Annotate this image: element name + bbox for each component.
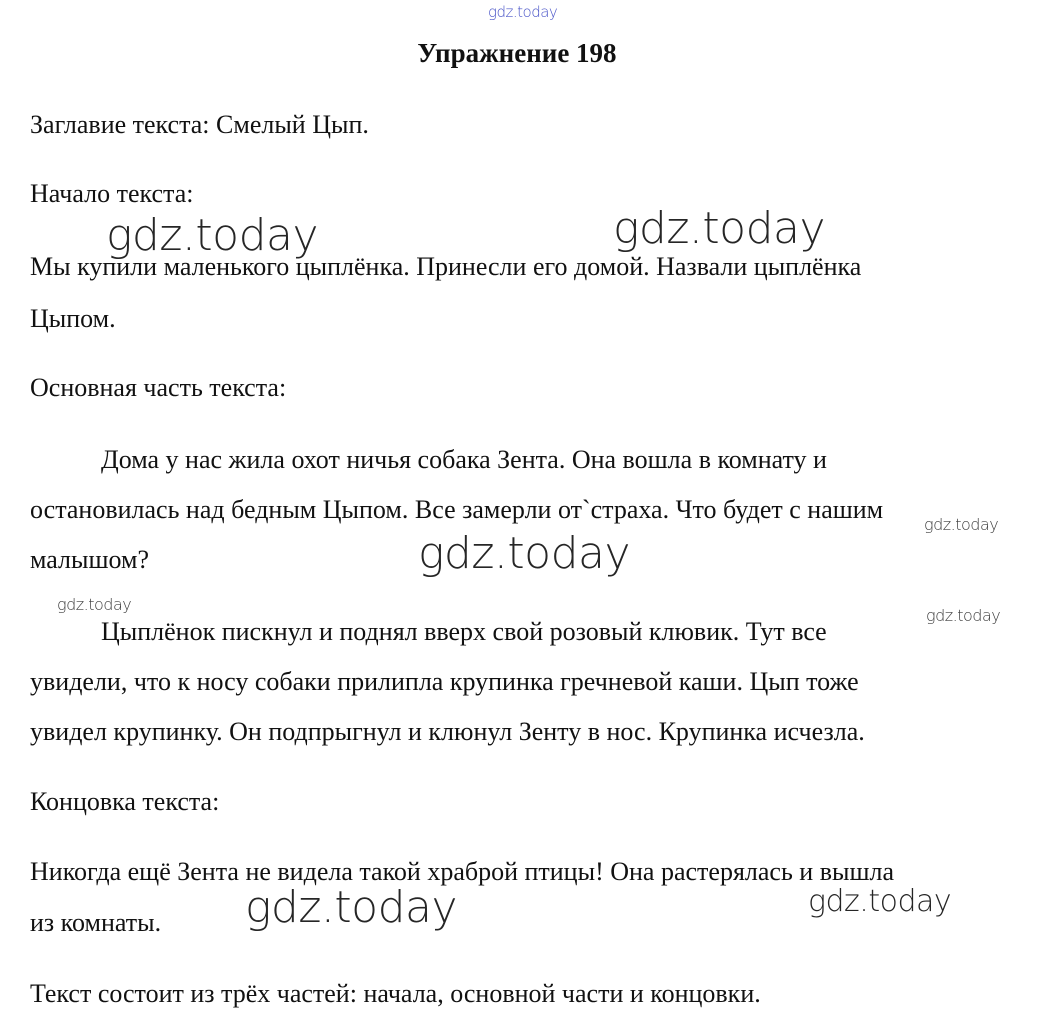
- watermark: gdz.today: [808, 884, 952, 919]
- watermark: gdz.today: [924, 515, 999, 534]
- watermark: gdz.today: [106, 210, 319, 261]
- text-title-line: Заглавие текста: Смелый Цып.: [30, 110, 369, 139]
- beginning-heading: Начало текста:: [30, 179, 194, 208]
- ending-heading: Концовка текста:: [30, 787, 220, 816]
- summary-line: Текст состоит из трёх частей: начала, основной части и концовки.: [30, 979, 761, 1008]
- main-part-line-1: Дома у нас жила охот ничья собака Зента. Она вошла в комнату и: [101, 445, 827, 474]
- main-part-line-5: увидели, что к носу собаки прилипла крупинка гречневой каши. Цып тоже: [30, 667, 859, 696]
- main-part-line-3: малышом?: [30, 545, 150, 574]
- watermark: gdz.today: [613, 203, 826, 254]
- watermark: gdz.today: [926, 606, 1001, 625]
- main-part-line-2: остановилась над бедным Цыпом. Все замерли от`страха. Что будет с нашим: [30, 495, 884, 524]
- watermark-top: gdz.today: [488, 3, 558, 21]
- exercise-title: Упражнение 198: [417, 38, 617, 68]
- ending-line-1: Никогда ещё Зента не видела такой храброй птицы! Она растерялась и вышла: [30, 857, 895, 886]
- watermark: gdz.today: [418, 528, 631, 579]
- watermark: gdz.today: [245, 882, 458, 933]
- main-part-heading: Основная часть текста:: [30, 373, 287, 402]
- beginning-line-2: Цыпом.: [30, 304, 116, 333]
- main-part-line-6: увидел крупинку. Он подпрыгнул и клюнул Зенту в нос. Крупинка исчезла.: [30, 717, 865, 746]
- beginning-line-1: Мы купили маленького цыплёнка. Принесли его домой. Назвали цыплёнка: [30, 252, 862, 281]
- ending-line-2: из комнаты.: [30, 908, 162, 937]
- watermark: gdz.today: [57, 595, 132, 614]
- main-part-line-4: Цыплёнок пискнул и поднял вверх свой розовый клювик. Тут все: [101, 617, 827, 646]
